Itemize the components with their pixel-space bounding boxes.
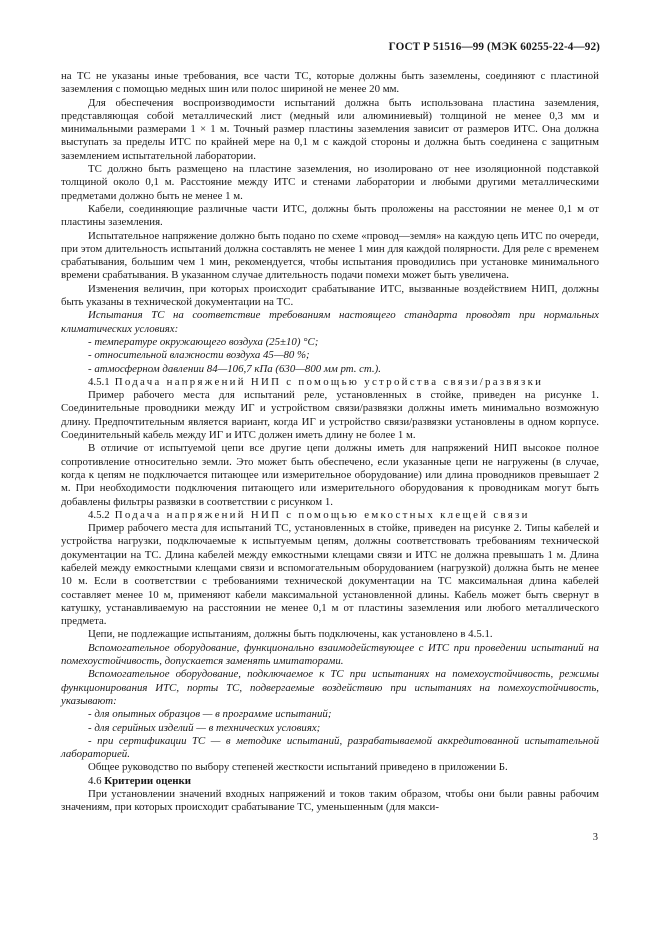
list-item: - относительной влажности воздуха 45—80 %;: [88, 349, 310, 362]
page-body: [61, 70, 599, 815]
paragraph: Пример рабочего места для испытаний реле, установленных в стойке, приведен на рисунке 1. Соединительные проводники между ИГ и устройством связи/развязки должны иметь минимально возможную длину. Предпочтительным является вариант, когда ИГ и устройство связи/развязки установлены в одном корпусе. Соединительный кабель между ИГ и ИТС должен иметь длину не более 1 м.: [61, 389, 599, 442]
list-item: - атмосферном давлении 84—106,7 кПа (630—800 мм рт. ст.).: [88, 362, 381, 375]
section-heading-4-5-2: [61, 509, 599, 522]
paragraph: При установлении значений входных напряжений и токов таким образом, чтобы они были равны рабочим значениям, при которых происходит срабатывание ТС, уменьшенным (для макси-: [61, 788, 599, 814]
section-title: Подача напряжений НИП с помощью устройства связи/развязки: [114, 375, 544, 388]
page-number: 3: [592, 832, 598, 843]
paragraph: Изменения величин, при которых происходит срабатывание ИТС, вызванные воздействием НИП, должны быть указаны в технической документации на ТС.: [61, 282, 599, 309]
section-title: Подача напряжений НИП с помощью емкостных клещей связи: [114, 508, 530, 521]
list-item: - температуре окружающего воздуха (25±10) °С;: [88, 335, 319, 348]
paragraph: Общее руководство по выбору степеней жесткости испытаний приведено в приложении Б.: [88, 761, 508, 774]
list-item: - для серийных изделий — в технических условиях;: [88, 721, 321, 734]
section-title: Критерии оценки: [104, 774, 192, 787]
section-heading-4-5-1: [61, 376, 599, 389]
section-number: 4.5.1: [88, 375, 110, 388]
italic-paragraph: Вспомогательное оборудование, функционально взаимодействующее с ИТС при проведении испытаний на помехоустойчивость, допускается заменять имитаторами.: [61, 641, 599, 668]
running-header: ГОСТ Р 51516—99 (МЭК 60255-22-4—92): [388, 41, 600, 53]
section-number: 4.5.2: [88, 508, 110, 521]
section-heading-4-6: [61, 775, 599, 788]
paragraph: Пример рабочего места для испытаний ТС, установленных в стойке, приведен на рисунке 2. Типы кабелей и устройства нагрузки, подключаемые к испытуемым цепям, должны соответствовать требованиям технической документации на ТС. Длина кабелей между емкостными клещами связи и ИТС не должна превышать 1 м. Длина кабелей между емкостными клещами связи и вспомогательным оборудованием (нагрузкой) должна быть не менее 10 м. Если в соответствии с требованиями технической документации на ТС максимальная длина кабелей составляет менее 10 м, применяют кабели максимальной установленной длины. Кабель может быть свернут в катушку, устанавливаемую на расстоянии не менее 0,1 м от пластины заземления или любого металлического предмета.: [61, 522, 599, 628]
list-item: - при сертификации ТС — в методике испытаний, разрабатываемой аккредитованной испытательной лабораторией.: [61, 734, 599, 761]
section-number: 4.6: [88, 774, 102, 787]
paragraph: Цепи, не подлежащие испытаниям, должны быть подключены, как установлено в 4.5.1.: [88, 628, 493, 641]
paragraph: Кабели, соединяющие различные части ИТС, должны быть проложены на расстоянии не менее 0,1 м от пластины заземления.: [61, 202, 599, 229]
italic-paragraph: Вспомогательное оборудование, подключаемое к ТС при испытаниях на помехоустойчивость, режимы функционирования ИТС, порты ТС, подвергаемые воздействию при испытаниях на помехоустойчивость, указывают:: [61, 668, 599, 707]
paragraph: Испытательное напряжение должно быть подано по схеме «провод—земля» на каждую цепь ИТС по очереди, при этом длительность испытаний должна составлять не менее 1 мин для каждой полярности. Для реле с временем срабатывания, большим чем 1 мин, рекомендуется, чтобы испытания проводились при установке минимального времени срабатывания. В указанном случае длительность подачи помехи может быть увеличена.: [61, 229, 599, 282]
paragraph: ТС должно быть размещено на пластине заземления, но изолировано от нее изоляционной подставкой толщиной около 0,1 м. Расстояние между ИТС и стенами лаборатории и любыми другими металлическими предметами должно быть не менее 1 м.: [61, 163, 599, 202]
paragraph: В отличие от испытуемой цепи все другие цепи должны иметь для напряжений НИП высокое полное сопротивление относительно земли. Это может быть обеспечено, если указанные цепи не нагружены (в случае, когда к цепям не подключается питающее или измерительное оборудование) или длина проводников превышает 2 м. При необходимости подключения питающего или измерительного оборудования к проводникам могут быть добавлены фильтры развязки в соответствии с рисунком 1.: [61, 442, 599, 508]
list-item: - для опытных образцов — в программе испытаний;: [88, 708, 332, 721]
paragraph: на ТС не указаны иные требования, все части ТС, которые должны быть заземлены, соединяют с пластиной заземления с помощью медных шин или полос шириной не менее 20 мм.: [61, 70, 599, 96]
paragraph: Для обеспечения воспроизводимости испытаний должна быть использована пластина заземления, представляющая собой металлический лист (медный или алюминиевый) толщиной не менее 0,3 мм и минимальными размерами 1 × 1 м. Точный размер пластины заземления зависит от размеров ИТС. Она должна выступать за пределы ИТС по крайней мере на 0,1 м с каждой стороны и должна быть соединена с защитным заземлением испытательной лаборатории.: [61, 96, 599, 162]
italic-paragraph: Испытания ТС на соответствие требованиям настоящего стандарта проводят при нормальных климатических условиях:: [61, 309, 599, 335]
